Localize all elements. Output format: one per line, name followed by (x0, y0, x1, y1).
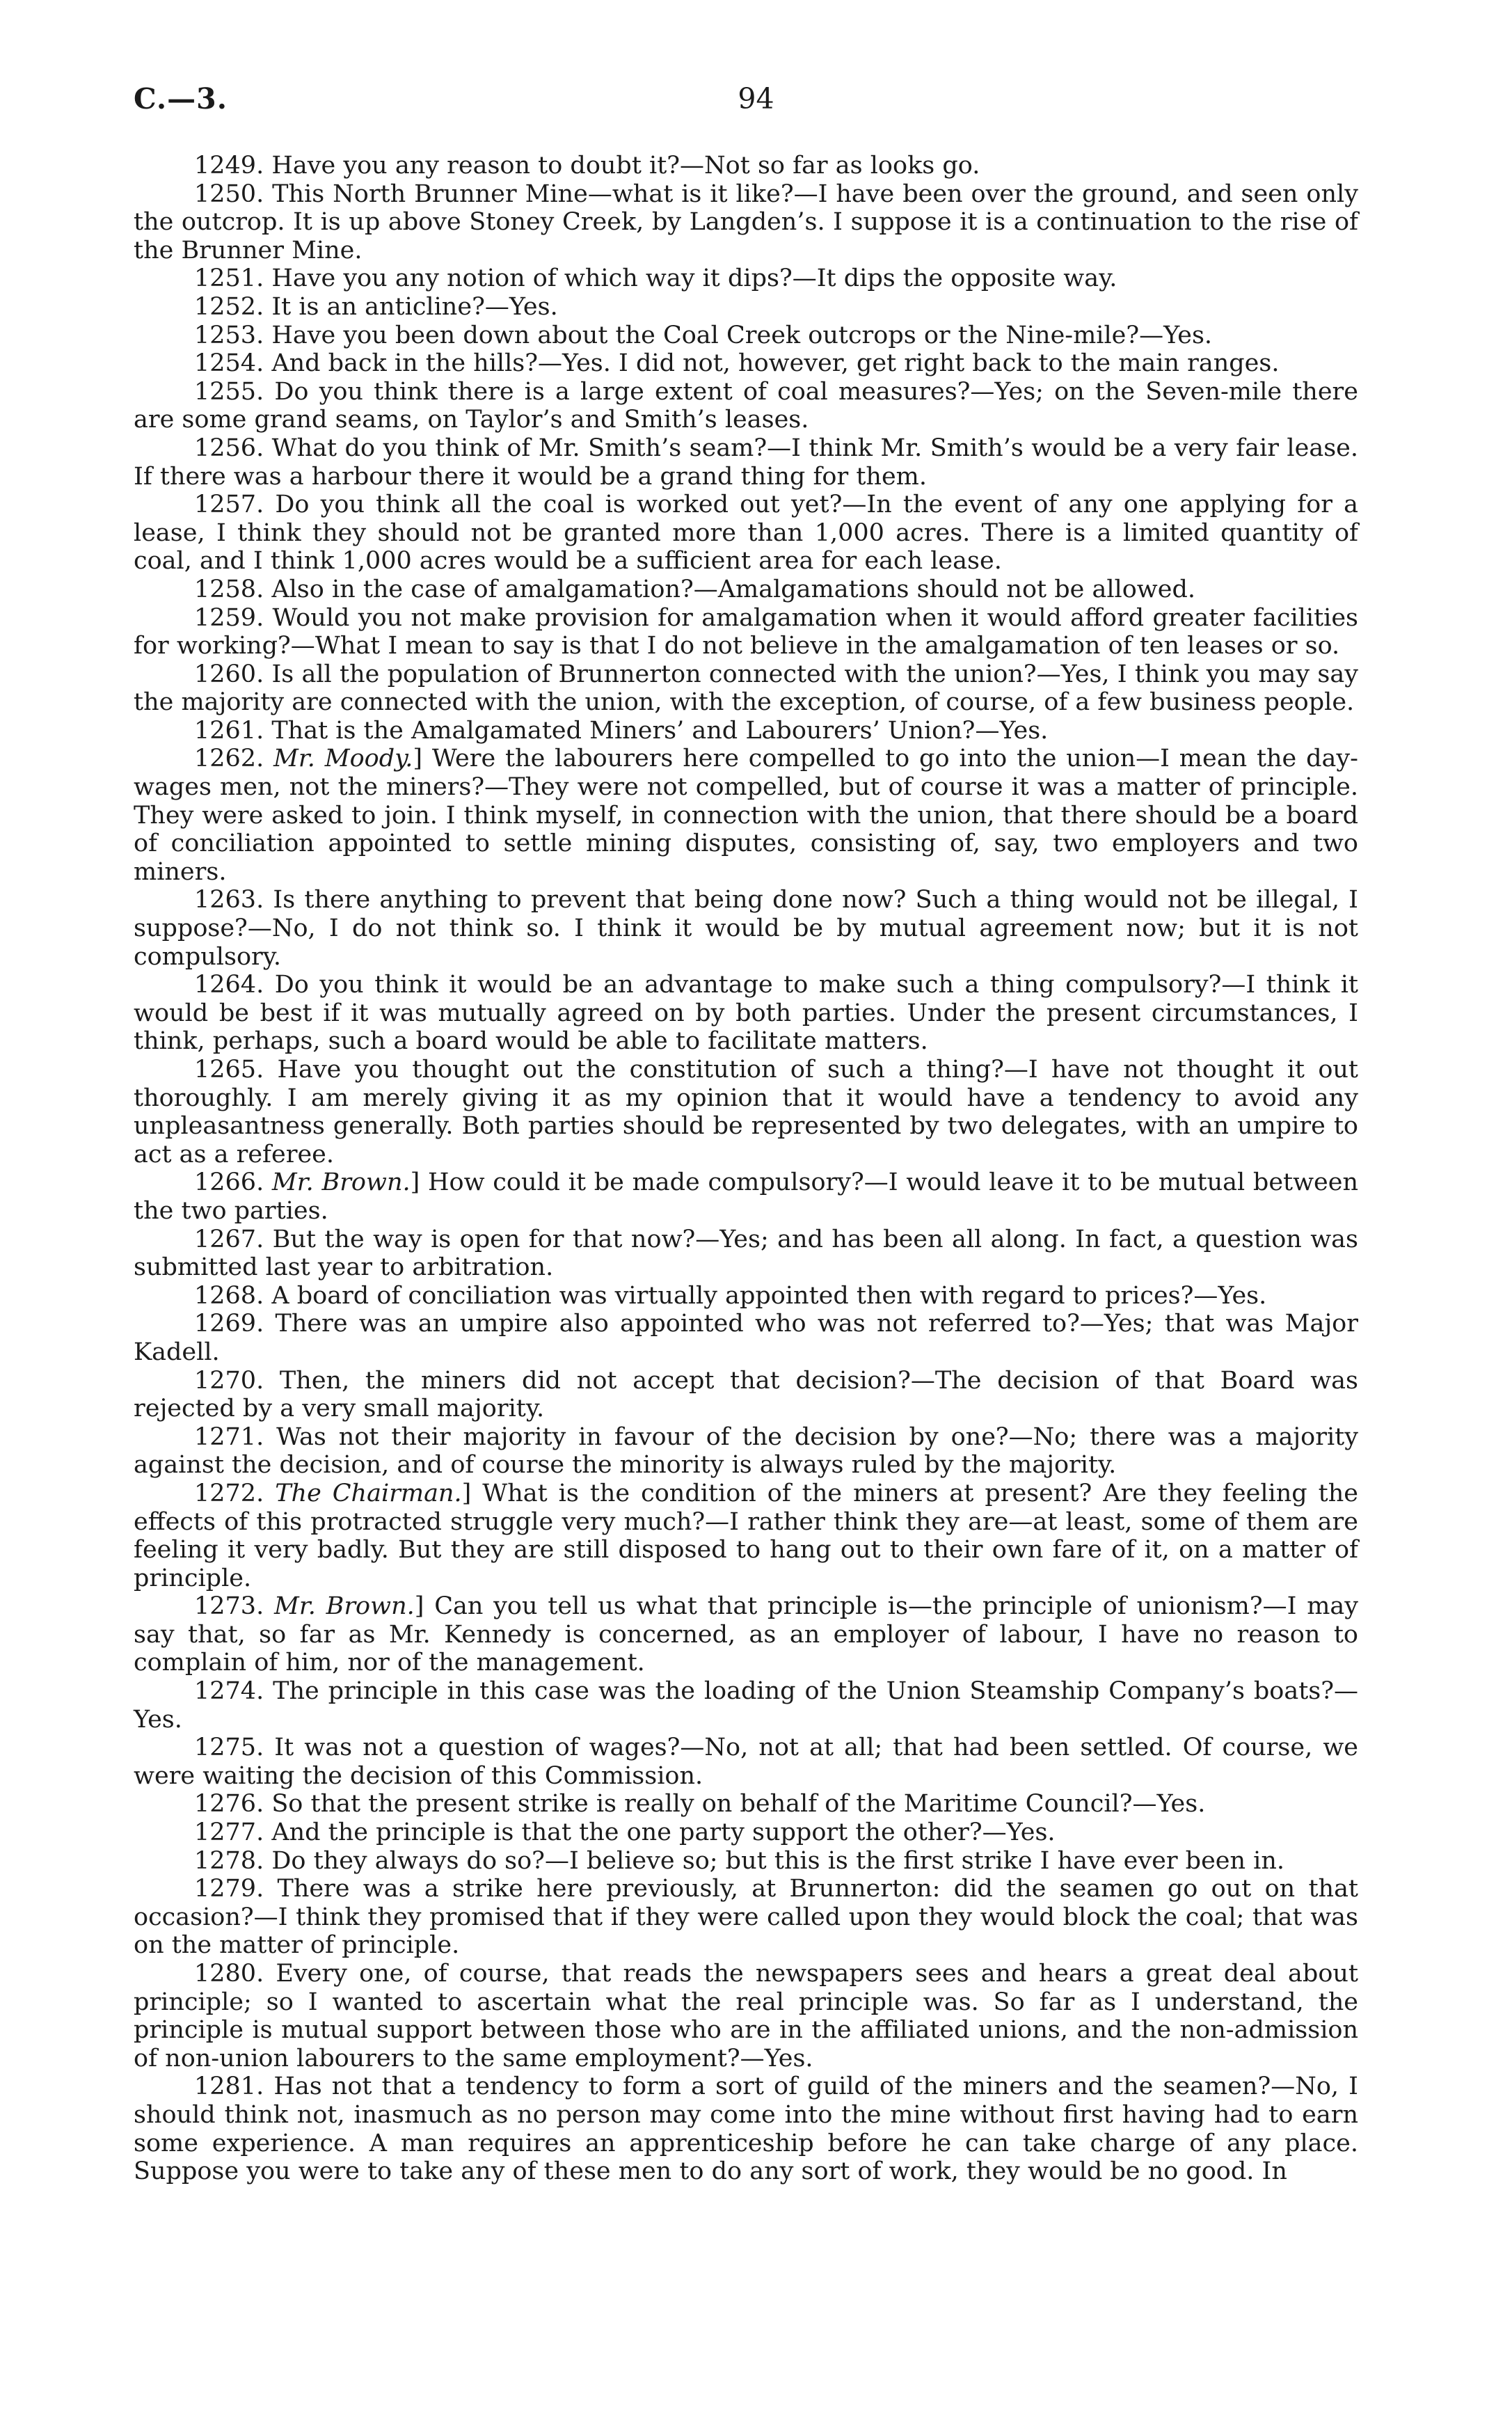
question-number: 1272. (194, 1479, 276, 1507)
question-paragraph (134, 1875, 1358, 1960)
question-paragraph (134, 1818, 1358, 1847)
paragraph-text: 1263. Is there anything to prevent that being done now? Such a thing would not be illegal, I suppose?—No, I do not think so. I think it would be by mutual agreement now; but it is not compulsory. (134, 886, 1358, 971)
paragraph-text: 1276. So that the present strike is really on behalf of the Maritime Council?—Yes. (194, 1790, 1206, 1818)
paragraph-text: 1256. What do you think of Mr. Smith’s seam?—I think Mr. Smith’s would be a very fair lease. If there was a harbour there it would be a grand thing for them. (134, 434, 1358, 491)
paragraph-text: 1255. Do you think there is a large extent of coal measures?—Yes; on the Seven-mile there are some grand seams, on Taylor’s and Smith’s leases. (134, 377, 1358, 434)
question-paragraph (134, 576, 1358, 604)
question-paragraph (134, 1367, 1358, 1423)
speaker-name: Mr. Brown. (271, 1168, 411, 1197)
paragraph-text: How could it be made compulsory?—I would leave it to be mutual between the two parties. (134, 1168, 1359, 1225)
paragraph-text: 1260. Is all the population of Brunnerton connected with the union?—Yes, I think you may say the majority are connected with the union, with the exception, of course, of a few business people. (134, 660, 1358, 717)
page-number: 94 (738, 82, 774, 116)
question-number: 1273. (194, 1592, 274, 1621)
question-paragraph (134, 1592, 1358, 1677)
paragraph-text: 1267. But the way is open for that now?—Yes; and has been all along. In fact, a question was submitted last year to arbitration. (134, 1225, 1358, 1282)
speaker-bracket: ] (461, 1479, 483, 1507)
paragraph-text: 1259. Would you not make provision for amalgamation when it would afford greater facilities for working?—What I mean to say is that I do not believe in the amalgamation of ten leases or so. (134, 603, 1358, 660)
paragraph-text: 1278. Do they always do so?—I believe so; but this is the first strike I have ever been in. (194, 1846, 1285, 1875)
paragraph-text: 1277. And the principle is that the one party support the other?—Yes. (194, 1818, 1056, 1847)
paragraph-text: What is the condition of the miners at present? Are they feeling the effects of this protracted struggle very much?—I rather think they are—at least, some of them are feeling it very badly. But they are still disposed to hang out to their own fare of it, on a matter of principle. (134, 1479, 1358, 1592)
paragraph-text: 1275. It was not a question of wages?—No, not at all; that had been settled. Of course, we were waiting the decision of this Commission. (134, 1734, 1358, 1790)
question-paragraph (134, 1790, 1358, 1818)
question-paragraph (134, 1480, 1358, 1592)
question-paragraph (134, 264, 1358, 293)
question-paragraph (134, 180, 1358, 265)
page-header (134, 82, 1378, 124)
question-paragraph (134, 349, 1358, 378)
paragraph-text: 1250. This North Brunner Mine—what is it like?—I have been over the ground, and seen only the outcrop. It is up above Stoney Creek, by Langden’s. I suppose it is a continuation to the rise of the Brunner Mine. (134, 180, 1358, 264)
question-paragraph (134, 152, 1358, 180)
paragraph-text: 1279. There was a strike here previously, at Brunnerton: did the seamen go out on that occasion?—I think they promised that if they were called upon they would block the coal; that was on the matter of principle. (134, 1875, 1358, 1960)
question-paragraph (134, 491, 1358, 576)
question-paragraph (134, 293, 1358, 322)
question-paragraph (134, 1677, 1358, 1734)
paragraph-text: 1269. There was an umpire also appointed who was not referred to?—Yes; that was Major Kadell. (134, 1310, 1358, 1366)
paragraph-text: 1253. Have you been down about the Coal Creek outcrops or the Nine-mile?—Yes. (194, 321, 1213, 349)
paragraph-text: 1249. Have you any reason to doubt it?—Not so far as looks go. (194, 152, 980, 180)
question-paragraph (134, 378, 1358, 434)
question-paragraph (134, 434, 1358, 491)
question-paragraph (134, 604, 1358, 660)
question-paragraph (134, 1226, 1358, 1282)
question-paragraph (134, 717, 1358, 745)
paragraph-text: Can you tell us what that principle is—the principle of unionism?—I may say that, so far as Mr. Kennedy is concerned, as an employer of labour, I have no reason to complain of him, nor of the management. (134, 1592, 1359, 1677)
question-paragraph (134, 886, 1358, 971)
speaker-name: Mr. Brown. (273, 1592, 415, 1621)
paragraph-text: 1254. And back in the hills?—Yes. I did not, however, get right back to the main ranges. (194, 349, 1280, 378)
paragraph-text: 1280. Every one, of course, that reads the newspapers sees and hears a great deal about principle; so I wanted to ascertain what the real principle was. So far as I understand, the principle is mutual support between those who are in the affiliated unions, and the non-admission of non-union labourers to the same employment?—Yes. (134, 1960, 1358, 2073)
paragraph-text: 1264. Do you think it would be an advantage to make such a thing compulsory?—I think it would be best if it was mutually agreed on by both parties. Under the present circumstances, I think, perhaps, such a board would be able to facilitate matters. (134, 971, 1358, 1056)
question-paragraph (134, 660, 1358, 717)
paragraph-text: 1271. Was not their majority in favour of the decision by one?—No; there was a majority against the decision, and of course the minority is always ruled by the majority. (134, 1422, 1358, 1480)
speaker-bracket: ] (413, 745, 432, 773)
question-paragraph (134, 971, 1358, 1056)
speaker-bracket: ] (410, 1168, 429, 1197)
question-paragraph (134, 1168, 1358, 1225)
paragraph-text: 1281. Has not that a tendency to form a sort of guild of the miners and the seamen?—No, I should think not, inasmuch as no person may come into the mine without first having had to earn some experience. A man requires an apprenticeship before he can take charge of any place. Suppose you were to take any of these men to do any sort of work, they would be no good. In (134, 2073, 1358, 2186)
paragraph-text: 1258. Also in the case of amalgamation?—Amalgamations should not be allowed. (194, 575, 1195, 603)
speaker-name: The Chairman. (275, 1479, 462, 1507)
paragraph-text: 1265. Have you thought out the constitution of such a thing?—I have not thought it out thoroughly. I am merely giving it as my opinion that it would have a tendency to avoid any unpleasantness generally. Both parties should be represented by two delegates, with an umpire to act as a referee. (134, 1056, 1358, 1168)
question-paragraph (134, 1734, 1358, 1790)
paragraph-text: 1252. It is an anticline?—Yes. (194, 292, 558, 321)
question-paragraph (134, 1056, 1358, 1168)
question-paragraph (134, 322, 1358, 350)
question-paragraph (134, 1282, 1358, 1310)
question-paragraph (134, 2073, 1358, 2185)
paragraph-text: 1257. Do you think all the coal is worked out yet?—In the event of any one applying for a lease, I think they should not be granted more than 1,000 acres. There is a limited quantity of coal, and I think 1,000 acres would be a sufficient area for each lease. (134, 491, 1358, 576)
question-paragraph (134, 1847, 1358, 1876)
paragraph-text: 1261. That is the Amalgamated Miners’ and Labourers’ Union?—Yes. (194, 716, 1049, 745)
question-paragraph (134, 745, 1358, 886)
speaker-bracket: ] (414, 1592, 435, 1621)
evidence-transcript (134, 152, 1358, 2186)
question-number: 1266. (194, 1168, 272, 1197)
paragraph-text: 1274. The principle in this case was the loading of the Union Steamship Company’s boats?—Yes. (134, 1677, 1358, 1734)
speaker-name: Mr. Moody. (273, 745, 413, 773)
paragraph-text: Were the labourers here compelled to go into the union—I mean the day-wages men, not the miners?—They were not compelled, but of course it was a matter of principle. They were asked to join. I think myself, in connection with the union, that there should be a board of conciliation appointed to settle mining disputes, consisting of, say, two employers and two miners. (134, 745, 1358, 886)
document-reference: C.—3. (134, 82, 228, 116)
paragraph-text: 1251. Have you any notion of which way it dips?—It dips the opposite way. (194, 264, 1117, 293)
paragraph-text: 1268. A board of conciliation was virtually appointed then with regard to prices?—Yes. (194, 1281, 1267, 1310)
question-paragraph (134, 1423, 1358, 1480)
question-number: 1262. (194, 745, 274, 773)
paragraph-text: 1270. Then, the miners did not accept that decision?—The decision of that Board was rejected by a very small majority. (134, 1366, 1358, 1423)
question-paragraph (134, 1310, 1358, 1366)
question-paragraph (134, 1960, 1358, 2073)
